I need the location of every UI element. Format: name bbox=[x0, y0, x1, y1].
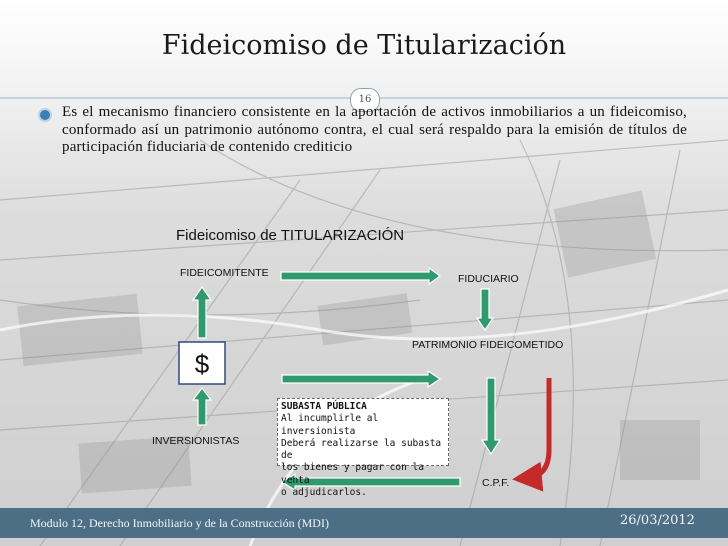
footer-date: 26/03/2012 bbox=[620, 513, 695, 528]
subasta-publica-box bbox=[277, 398, 449, 499]
footer-course: Modulo 12, Derecho Inmobiliario y de la Construcción (MDI) bbox=[30, 516, 329, 530]
label-inversionistas: INVERSIONISTAS bbox=[152, 435, 240, 447]
page-number-badge: 16 bbox=[350, 88, 380, 112]
dollar-sign: $ bbox=[194, 349, 210, 379]
arrow-inversionistas-to-dollar bbox=[193, 388, 211, 425]
label-fideicomitente: FIDEICOMITENTE bbox=[180, 267, 269, 279]
subasta-title: SUBASTA PÚBLICA bbox=[281, 401, 367, 412]
subasta-line: los bienes y pagar con la venta bbox=[281, 462, 424, 486]
slide-title: Fideicomiso de Titularización bbox=[161, 30, 567, 61]
arrow-patrimonio-to-cpf bbox=[482, 378, 500, 454]
arrow-fiduciario-to-patrimonio bbox=[477, 289, 493, 330]
label-fiduciario: FIDUCIARIO bbox=[458, 273, 519, 285]
arrow-dollar-to-fideicomitente bbox=[193, 287, 211, 338]
diagram-title: Fideicomiso de TITULARIZACIÓN bbox=[176, 227, 405, 244]
subasta-line: Al incumplirle al inversionista bbox=[281, 413, 379, 437]
arrow-to-patrimonio-middle bbox=[282, 371, 440, 387]
label-patrimonio: PATRIMONIO FIDEICOMETIDO bbox=[412, 339, 564, 351]
subasta-line: Deberá realizarse la subasta de bbox=[281, 437, 442, 462]
subasta-line: o adjudicarlos. bbox=[281, 487, 367, 499]
arrow-fideicomitente-to-fiduciario bbox=[281, 268, 440, 284]
red-return-arrow bbox=[527, 378, 549, 478]
bullet-text: Es el mecanismo financiero consistente en la aportación de activos inmobiliarios a un fideicomiso, conformado así un patrimonio autónomo contra, el cual será respaldo para la emisión de títulos de participación fiduciaria de contenido crediticio bbox=[62, 104, 687, 155]
label-cpf: C.P.F. bbox=[482, 477, 510, 489]
